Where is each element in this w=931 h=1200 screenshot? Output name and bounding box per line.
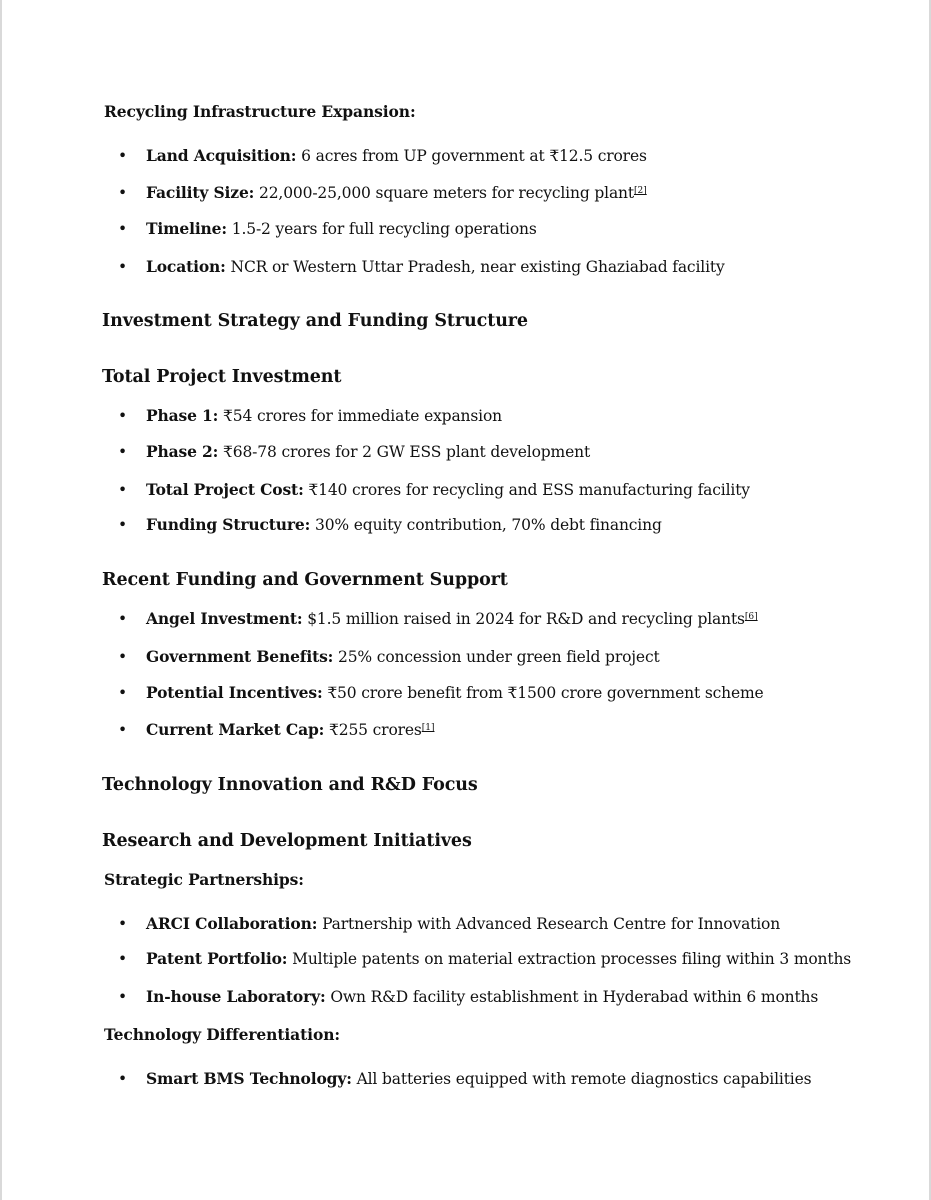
item-label: Current Market Cap: [146,720,325,739]
item-text: ₹140 crores for recycling and ESS manufacturing facility [303,481,750,499]
item-text: ₹50 crore benefit from ₹1500 crore government scheme [322,684,764,702]
list-item [118,219,537,238]
item-label: Phase 1: [146,406,219,425]
reference-link[interactable]: [1] [421,723,435,733]
bullet-icon: • [118,988,127,1006]
item-text: All batteries equipped with remote diagnostics capabilities [351,1070,812,1088]
bullet-icon: • [118,610,127,628]
bullet-icon: • [118,407,127,425]
list-item [118,949,851,968]
reference-link[interactable]: [2] [633,186,647,196]
item-label: Timeline: [146,219,227,238]
list-item [118,480,750,499]
bullet-icon: • [118,684,127,702]
item-text: ₹54 crores for immediate expansion [218,407,503,425]
subheading-strategic-partnerships: Strategic Partnerships: [104,870,304,889]
list-item [118,406,502,425]
item-text: 30% equity contribution, 70% debt financing [310,516,662,534]
item-text: ₹68-78 crores for 2 GW ESS plant development [218,443,591,461]
item-label: Government Benefits: [146,647,334,666]
list-item [118,914,780,933]
item-label: Phase 2: [146,442,219,461]
item-label: Funding Structure: [146,515,311,534]
bullet-icon: • [118,220,127,238]
item-text: $1.5 million raised in 2024 for R&D and recycling plants [302,610,745,628]
heading-research-development: Research and Development Initiatives [102,831,472,851]
bullet-icon: • [118,184,127,202]
subheading-technology-differentiation: Technology Differentiation: [104,1025,340,1044]
list-item [118,647,660,666]
heading-recent-funding: Recent Funding and Government Support [102,570,508,590]
list-item [118,683,764,702]
item-label: In-house Laboratory: [146,987,326,1006]
item-text: ₹255 crores [324,721,422,739]
bullet-icon: • [118,516,127,534]
bullet-icon: • [118,721,127,739]
item-label: ARCI Collaboration: [146,914,318,933]
item-text: Multiple patents on material extraction processes filing within 3 months [287,950,852,968]
item-label: Angel Investment: [146,609,303,628]
item-label: Location: [146,257,226,276]
bullet-icon: • [118,147,127,165]
heading-total-project-investment: Total Project Investment [102,367,342,387]
item-text: NCR or Western Uttar Pradesh, near existing Ghaziabad facility [225,258,725,276]
item-label: Patent Portfolio: [146,949,288,968]
bullet-icon: • [118,258,127,276]
item-text: 25% concession under green field project [333,648,660,666]
list-item [118,720,434,739]
item-text: Partnership with Advanced Research Centre for Innovation [317,915,781,933]
list-item [118,257,725,276]
bullet-icon: • [118,648,127,666]
bullet-icon: • [118,443,127,461]
bullet-icon: • [118,950,127,968]
item-text: 22,000-25,000 square meters for recycling plant [254,184,634,202]
list-item [118,515,662,534]
list-item [118,987,818,1006]
item-text: 1.5-2 years for full recycling operations [226,220,537,238]
heading-investment-strategy: Investment Strategy and Funding Structure [102,311,528,331]
item-label: Potential Incentives: [146,683,323,702]
bullet-icon: • [118,481,127,499]
reference-link[interactable]: [6] [744,612,758,622]
heading-technology-innovation: Technology Innovation and R&D Focus [102,775,478,795]
list-item [118,183,647,202]
item-text: 6 acres from UP government at ₹12.5 crores [296,147,647,165]
list-item [118,442,590,461]
bullet-icon: • [118,1070,127,1088]
bullet-icon: • [118,915,127,933]
item-label: Land Acquisition: [146,146,297,165]
item-label: Smart BMS Technology: [146,1069,352,1088]
subheading-recycling: Recycling Infrastructure Expansion: [104,102,416,121]
list-item [118,146,647,165]
item-label: Total Project Cost: [146,480,304,499]
item-text: Own R&D facility establishment in Hyderabad within 6 months [325,988,819,1006]
list-item [118,609,758,628]
item-label: Facility Size: [146,183,255,202]
list-item [118,1069,811,1088]
